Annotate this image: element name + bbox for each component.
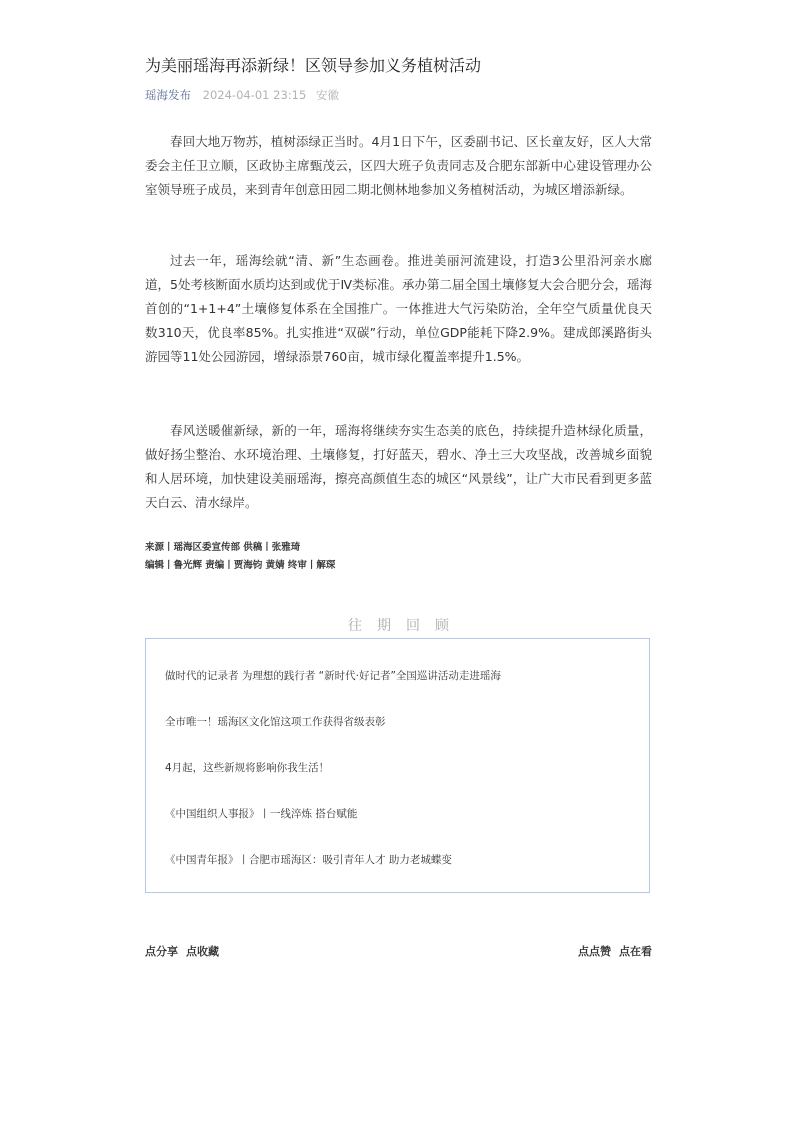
publish-time: 2024-04-01 23:15 (202, 88, 307, 102)
publish-location: 安徽 (315, 88, 339, 102)
review-list (145, 638, 650, 893)
review-link-2[interactable]: 全市唯一！瑶海区文化馆这项工作获得省级表彰 (165, 716, 386, 728)
watching-button[interactable]: 点在看 (619, 945, 652, 958)
like-button[interactable]: 点点赞 (578, 945, 611, 958)
review-link-3[interactable]: 4月起，这些新规将影响你我生活！ (165, 762, 330, 774)
article-meta (145, 87, 339, 103)
article-title: 为美丽瑶海再添新绿！区领导参加义务植树活动 (145, 56, 482, 75)
article-paragraph-2: 过去一年，瑶海绘就“清、新”生态画卷。推进美丽河流建设，打造3公里沿河亲水廊道，5处考核断面水质均达到或优于Ⅳ类标准。承办第二届全国土壤修复大会合肥分会，瑶海首创的“1+1+4”土壤修复体系在全国推广。一体推进大气污染防治，全年空气质量优良天数310天，优良率85%。扎实推进“双碳”行动，单位GDP能耗下降2.9%。建成郎溪路街头游园等11处公园游园，增绿添景760亩，城市绿化覆盖率提升1.5%。 (145, 253, 652, 364)
review-link-4[interactable]: 《中国组织人事报》丨一线淬炼 搭台赋能 (165, 808, 358, 820)
footer-left-actions (145, 945, 219, 959)
article-paragraph-3: 春风送暖催新绿，新的一年，瑶海将继续夯实生态美的底色，持续提升造林绿化质量，做好扬尘整治、水环境治理、土壤修复，打好蓝天，碧水、净土三大攻坚战，改善城乡面貌和人居环境，加快建设美丽瑶海，擦亮高颜值生态的城区“风景线”，让广大市民看到更多蓝天白云、清水绿岸。 (145, 423, 652, 510)
source-credit: 来源丨瑶海区委宣传部 供稿丨张雅琦 (145, 542, 301, 553)
editor-credit: 编辑丨鲁光辉 责编丨贾海钧 黄婧 终审丨解琛 (145, 560, 336, 571)
collect-button[interactable]: 点收藏 (186, 945, 219, 958)
account-name-link[interactable]: 瑶海发布 (145, 88, 191, 102)
share-button[interactable]: 点分享 (145, 945, 178, 958)
footer-right-actions (578, 945, 652, 959)
review-link-1[interactable]: 做时代的记录者 为理想的践行者 “新时代·好记者”全国巡讲活动走进瑶海 (165, 670, 501, 682)
review-link-5[interactable]: 《中国青年报》丨合肥市瑶海区：吸引青年人才 助力老城蝶变 (165, 854, 452, 866)
review-section-title: 往期回顾 (348, 618, 464, 634)
article-paragraph-1: 春回大地万物苏，植树添绿正当时。4月1日下午，区委副书记、区长童友好，区人大常委会主任卫立顺，区政协主席甄茂云，区四大班子负责同志及合肥东部新中心建设管理办公室领导班子成员，来到青年创意田园二期北侧林地参加义务植树活动，为城区增添新绿。 (145, 134, 652, 197)
